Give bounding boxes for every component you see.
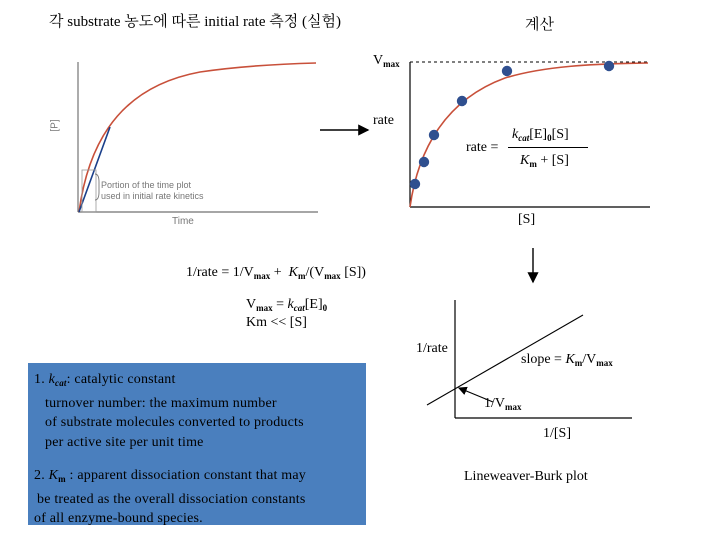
kcat-line-2: turnover number: the maximum number bbox=[45, 395, 277, 411]
kcat-line-4: per active site per unit time bbox=[45, 434, 204, 450]
kcat-definition bbox=[34, 370, 304, 452]
km-line-2: be treated as the overall dissociation constants bbox=[37, 491, 306, 507]
right-title: 계산 bbox=[525, 17, 554, 33]
mm-data-point bbox=[604, 61, 614, 71]
mm-data-point bbox=[502, 66, 512, 76]
lb-y-label: 1/rate bbox=[416, 341, 448, 356]
time-plot bbox=[64, 58, 324, 228]
time-plot-y-label: [P] bbox=[49, 119, 61, 132]
km-condition: Km << [S] bbox=[246, 315, 307, 330]
vmax-equation: $V_{max} = k_{cat}[E]_0$ bbox=[246, 297, 328, 313]
time-plot-x-label: Time bbox=[172, 216, 194, 227]
left-title: 각 substrate 농도에 따른 initial rate 측정 (실험) bbox=[49, 14, 341, 30]
km-line-3: of all enzyme-bound species. bbox=[34, 511, 203, 526]
mm-equation-prefix: rate = bbox=[466, 140, 499, 155]
mm-data-point bbox=[457, 96, 467, 106]
vmax-label: $V_{max}$ bbox=[373, 53, 400, 69]
mm-data-point bbox=[410, 179, 420, 189]
slope-label: slope = $K_m/V_{max}$ bbox=[521, 352, 613, 368]
km-definition bbox=[34, 466, 306, 529]
mm-data-point bbox=[429, 130, 439, 140]
annotation-line-2: used in initial rate kinetics bbox=[101, 191, 204, 201]
mm-fraction-bar bbox=[508, 147, 588, 148]
kcat-head: 1. $k_{cat}$: catalytic constant bbox=[34, 372, 176, 388]
reciprocal-equation: 1/rate = $1/V_{max} + K_m/(V_{max}$ [S]) bbox=[186, 265, 366, 281]
mm-equation-numerator: $k_{cat}[E]_0[S]$ bbox=[512, 127, 569, 143]
lb-caption: Lineweaver-Burk plot bbox=[464, 469, 588, 484]
mm-x-label: [S] bbox=[518, 212, 536, 227]
time-plot-annotation bbox=[101, 180, 204, 202]
km-head: 2. $K_m$ : apparent dissociation constant that may bbox=[34, 468, 306, 484]
lb-x-label: 1/[S] bbox=[543, 426, 571, 441]
mm-data-point bbox=[419, 157, 429, 167]
mm-equation-denominator: $K_m + [S]$ bbox=[520, 153, 569, 169]
intercept-label: $1/V_{max}$ bbox=[484, 396, 522, 412]
annotation-line-1: Portion of the time plot bbox=[101, 180, 192, 190]
mm-y-label: rate bbox=[373, 113, 394, 128]
kcat-line-3: of substrate molecules converted to products bbox=[45, 415, 304, 430]
